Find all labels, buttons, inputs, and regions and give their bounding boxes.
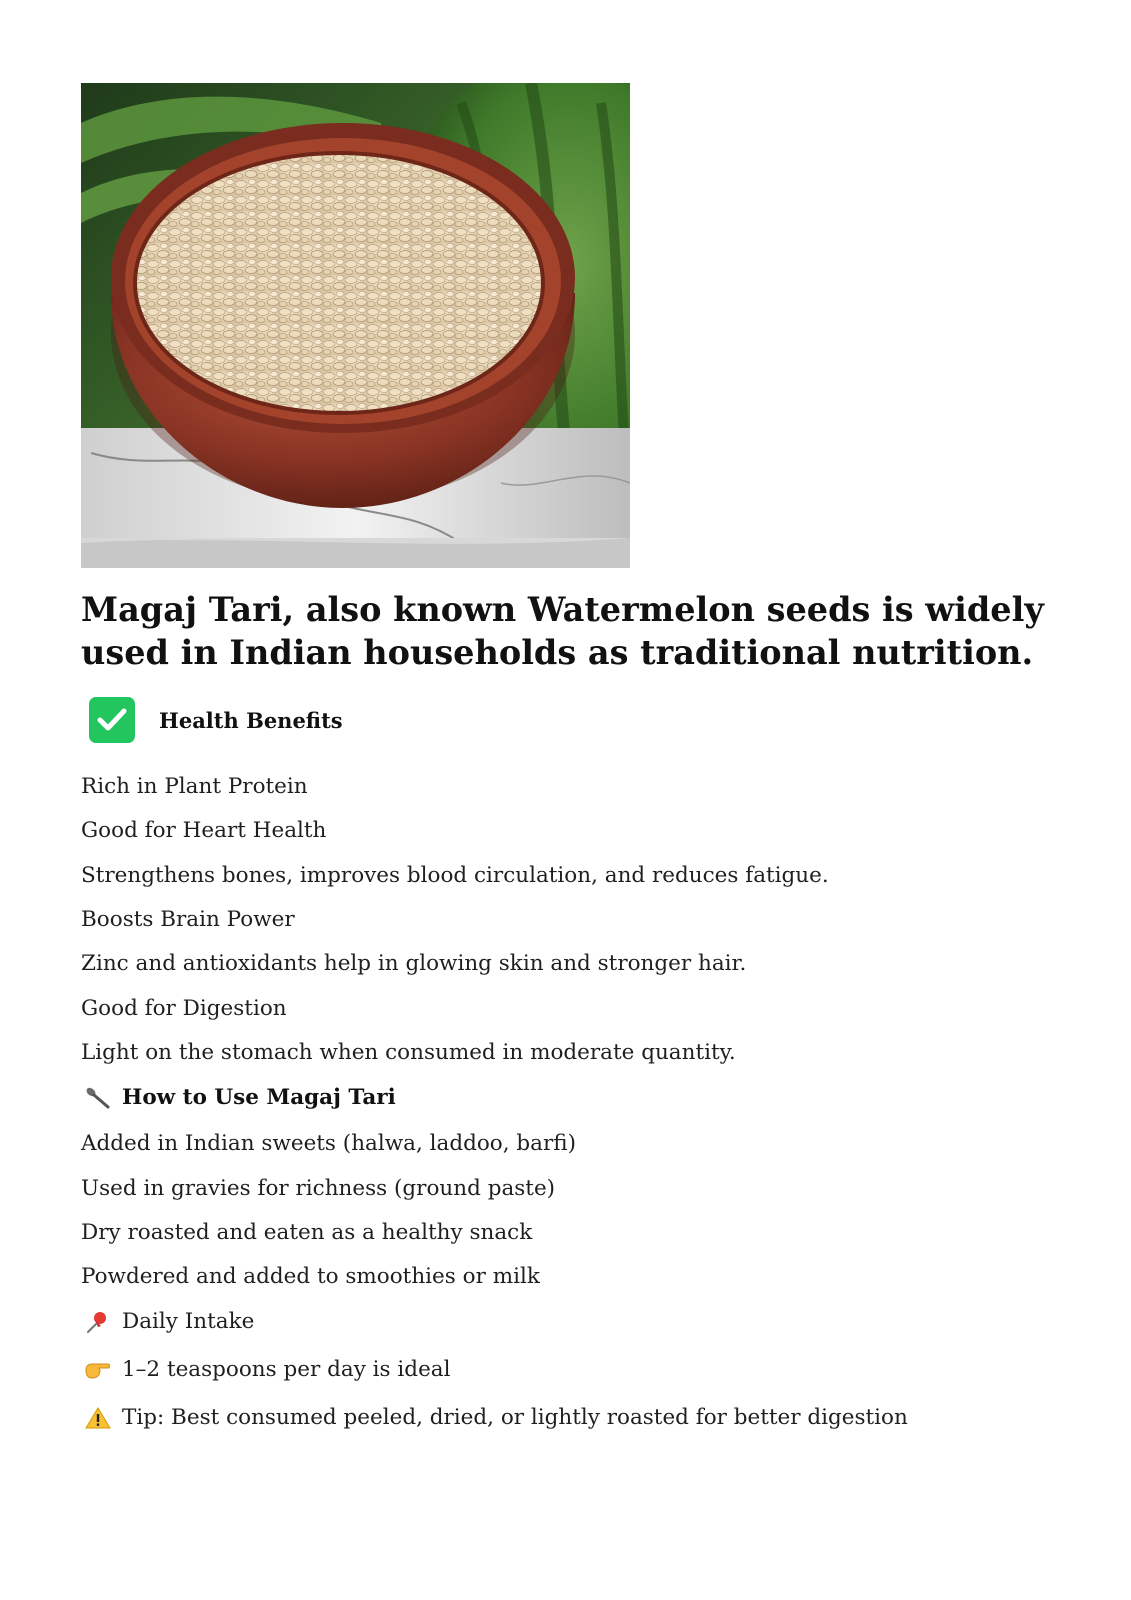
benefit-item: Boosts Brain Power <box>81 907 295 932</box>
benefit-item: Strengthens bones, improves blood circulation, and reduces fatigue. <box>81 863 829 888</box>
benefit-item: Rich in Plant Protein <box>81 774 308 799</box>
usage-item: Added in Indian sweets (halwa, laddoo, barfi) <box>81 1131 576 1156</box>
benefit-item: Good for Digestion <box>81 996 287 1021</box>
intake-tip <box>84 1405 908 1430</box>
intake-amount <box>84 1357 450 1382</box>
how-to-use-title: How to Use Magaj Tari <box>122 1085 396 1110</box>
check-mark-icon <box>89 697 135 743</box>
warning-icon <box>84 1406 112 1430</box>
usage-item: Powdered and added to smoothies or milk <box>81 1264 540 1289</box>
benefit-item: Light on the stomach when consumed in moderate quantity. <box>81 1040 736 1065</box>
intake-amount-text: 1–2 teaspoons per day is ideal <box>122 1357 451 1382</box>
how-to-use-heading <box>84 1085 396 1110</box>
spoon-icon <box>84 1086 112 1110</box>
health-benefits-title: Health Benefits <box>159 707 343 733</box>
usage-item: Dry roasted and eaten as a healthy snack <box>81 1220 533 1245</box>
daily-intake-title: Daily Intake <box>122 1309 255 1334</box>
intake-tip-text: Tip: Best consumed peeled, dried, or lightly roasted for better digestion <box>122 1405 908 1430</box>
pushpin-icon <box>84 1310 112 1334</box>
benefit-item: Good for Heart Health <box>81 818 327 843</box>
pointing-hand-icon <box>84 1358 112 1382</box>
daily-intake-heading <box>84 1309 254 1334</box>
benefit-item: Zinc and antioxidants help in glowing skin and stronger hair. <box>81 951 747 976</box>
usage-item: Used in gravies for richness (ground paste) <box>81 1176 556 1201</box>
page-headline: Magaj Tari, also known Watermelon seeds is widely used in Indian households as traditional nutrition. <box>81 590 1044 672</box>
product-image-watermelon-seeds-bowl <box>81 83 630 568</box>
health-benefits-heading <box>81 700 343 740</box>
